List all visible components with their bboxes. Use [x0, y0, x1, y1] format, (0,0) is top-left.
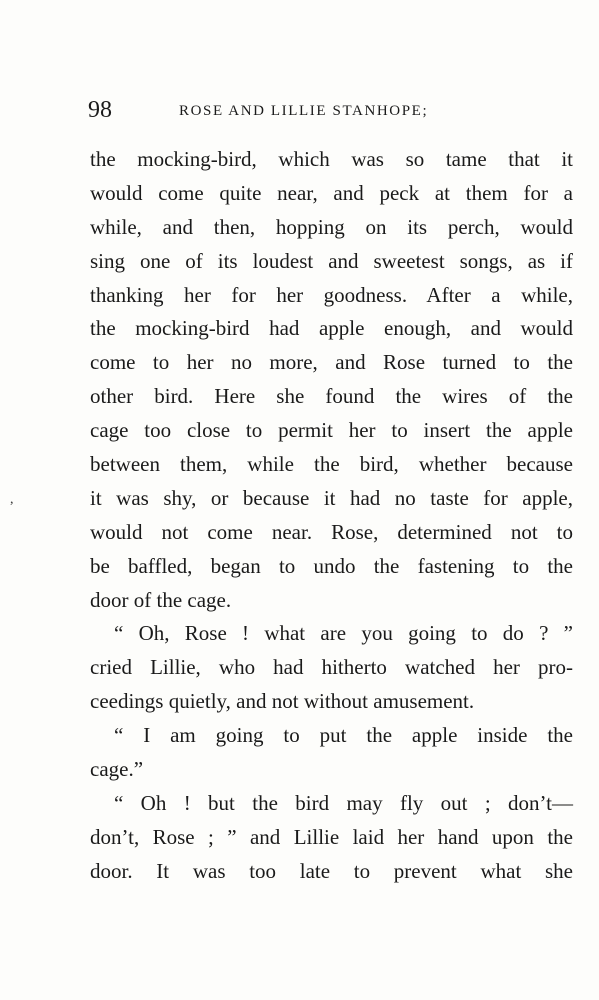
text-line: the mocking-bird had apple enough, and would — [90, 316, 573, 341]
text-line: thanking her for her goodness. After a while, — [90, 282, 573, 307]
text-line: don’t, Rose ; ” and Lillie laid her hand upon the — [90, 824, 573, 849]
body-text — [90, 143, 573, 889]
running-title: ROSE AND LILLIE STANHOPE; — [179, 103, 429, 119]
text-line: door of the cage. — [90, 587, 232, 612]
text-line: cage.” — [90, 757, 144, 782]
text-line: cried Lillie, who had hitherto watched her pro- — [90, 655, 573, 680]
text-line: be baffled, began to undo the fastening to the — [90, 553, 573, 578]
text-line: would come quite near, and peck at them for a — [90, 180, 573, 205]
text-line: sing one of its loudest and sweetest songs, as if — [90, 248, 573, 273]
running-head — [88, 97, 574, 123]
page-number: 98 — [88, 97, 112, 123]
text-line: ceedings quietly, and not without amusement. — [90, 689, 475, 714]
text-line: the mocking-bird, which was so tame that it — [90, 147, 573, 171]
text-line: while, and then, hopping on its perch, would — [90, 214, 573, 239]
text-line: between them, while the bird, whether because — [90, 452, 573, 477]
text-line: would not come near. Rose, determined not to — [90, 519, 573, 544]
text-line: cage too close to permit her to insert the apple — [90, 418, 573, 443]
text-line: door. It was too late to prevent what she — [90, 858, 573, 883]
margin-mark: , — [10, 492, 14, 507]
text-line: “ Oh, Rose ! what are you going to do ? ” — [114, 621, 573, 646]
text-line: come to her no more, and Rose turned to the — [90, 350, 573, 375]
text-line: “ Oh ! but the bird may fly out ; don’t— — [114, 790, 573, 815]
text-line: “ I am going to put the apple inside the — [114, 723, 573, 748]
text-line: other bird. Here she found the wires of the — [90, 384, 573, 409]
text-line: it was shy, or because it had no taste for apple, — [90, 485, 573, 510]
